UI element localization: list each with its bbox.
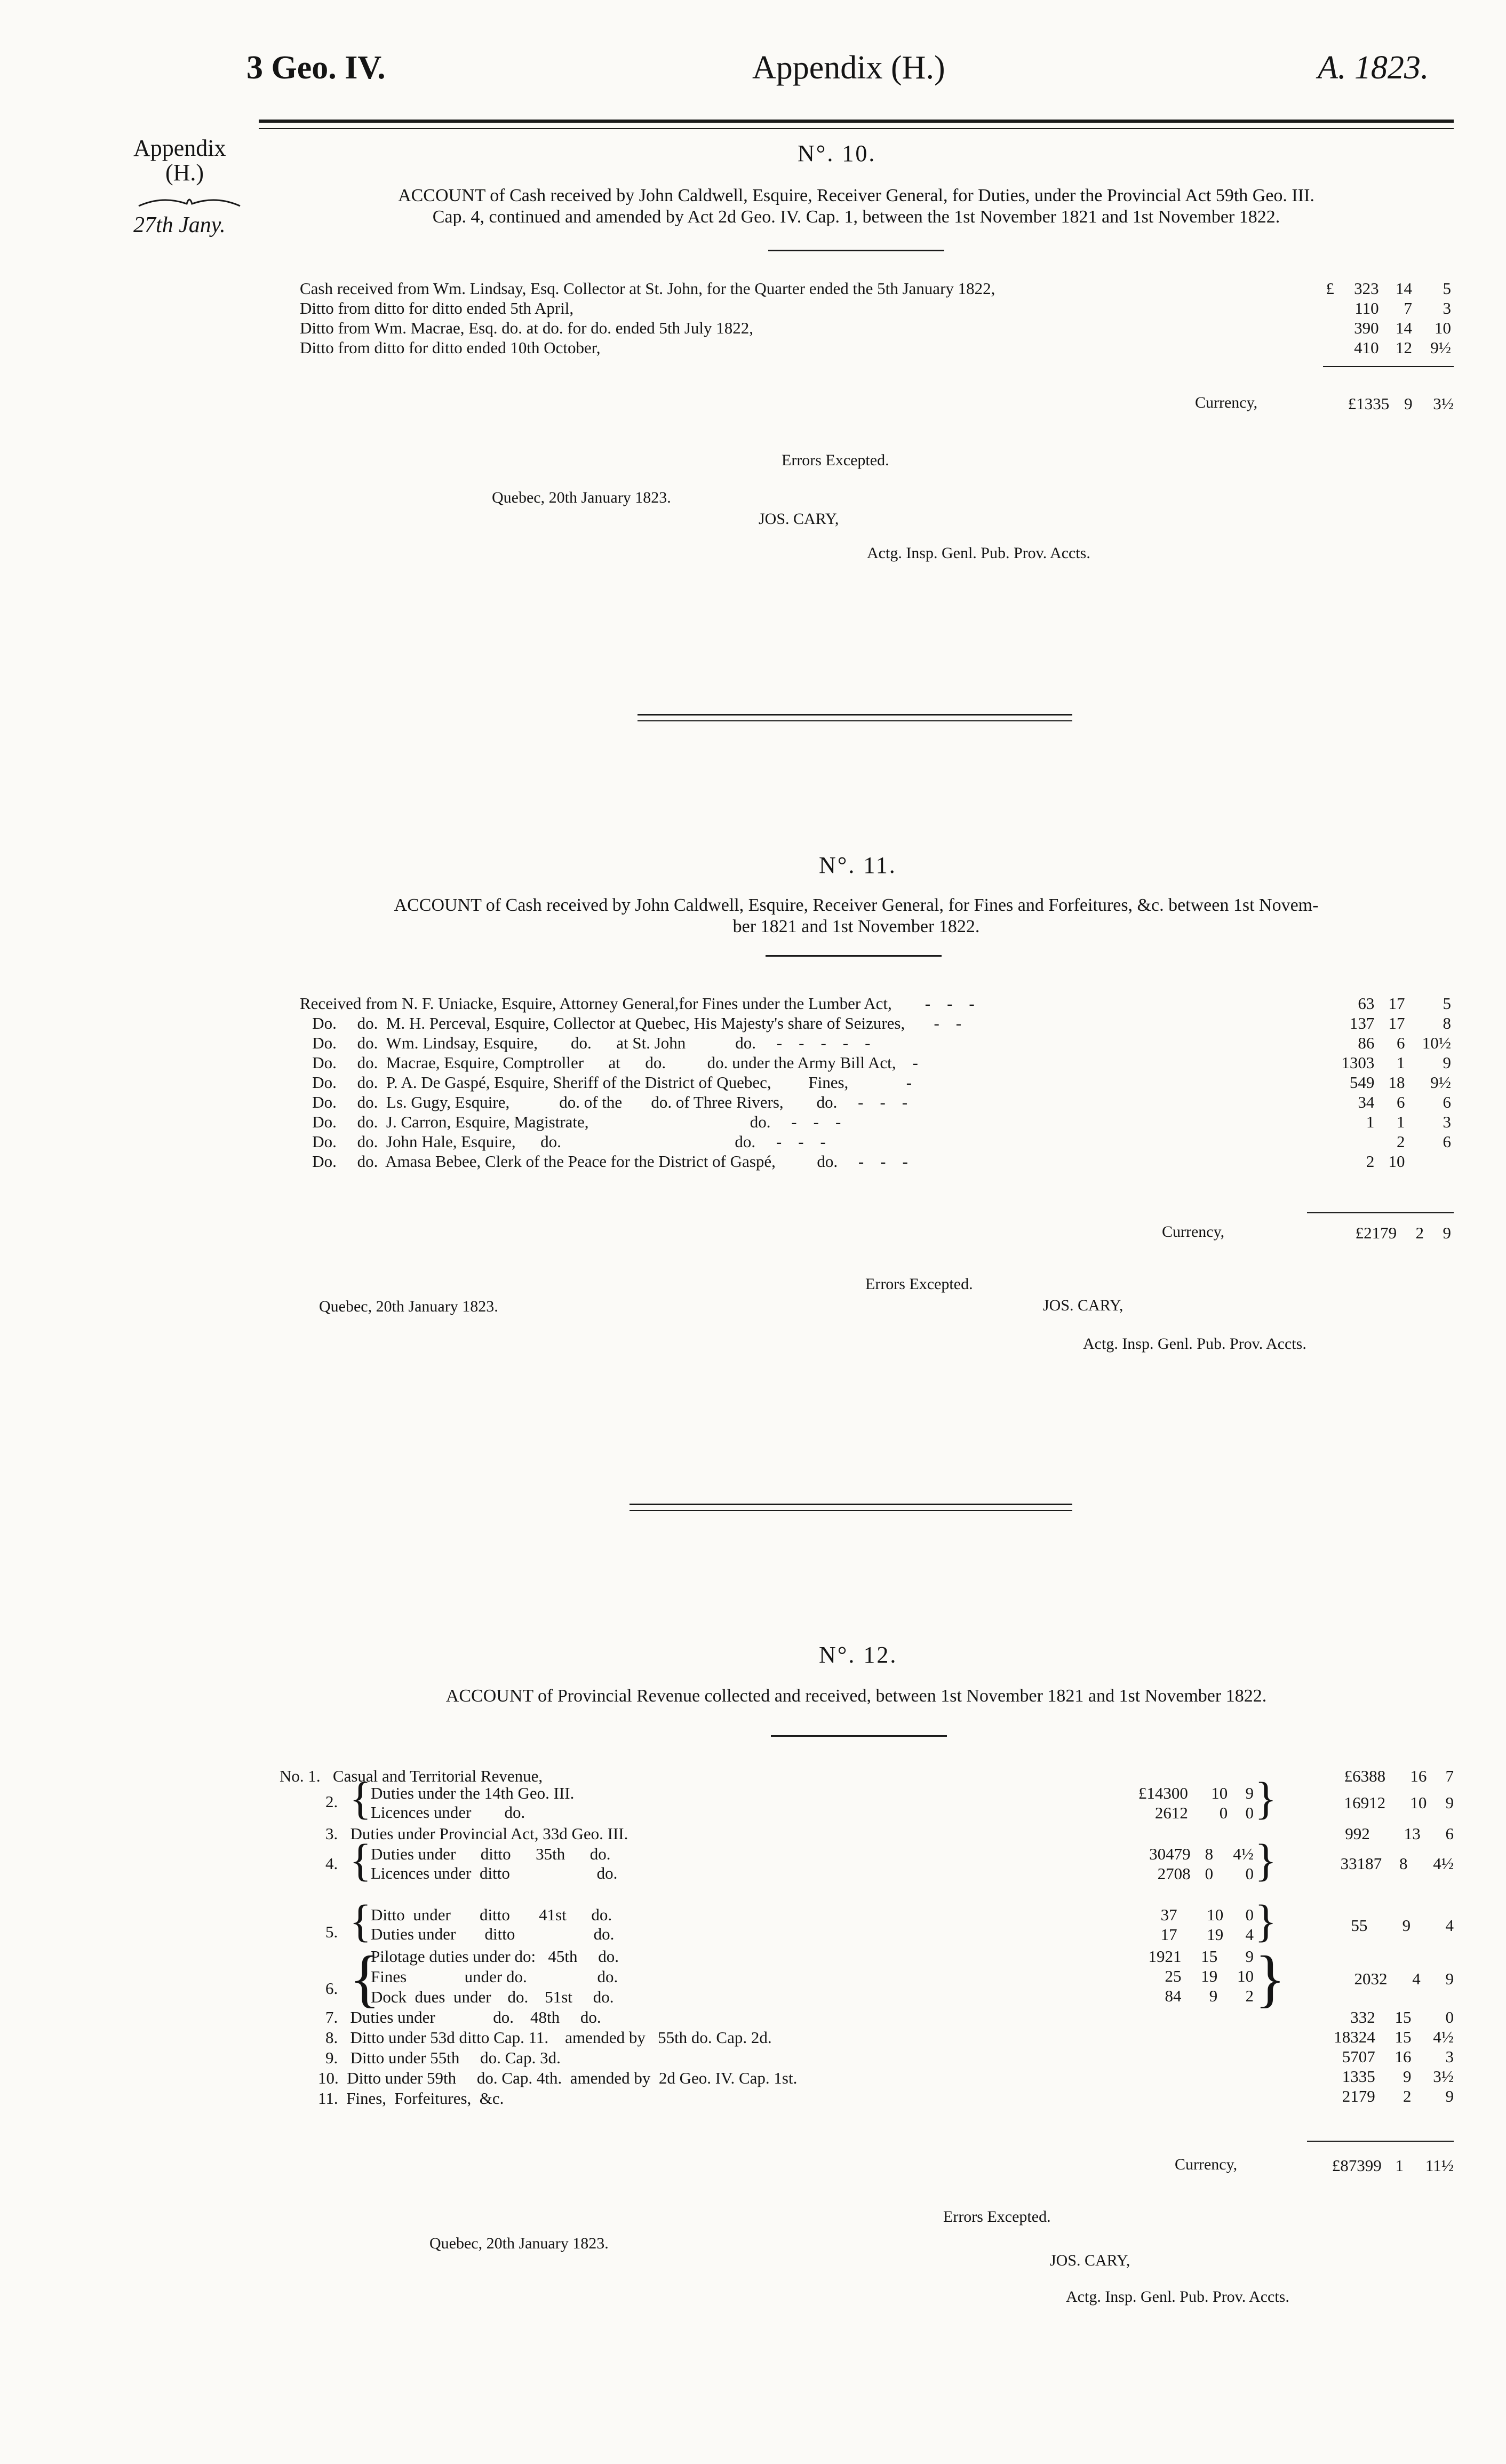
list-item: 8. Ditto under 53d ditto Cap. 11. amended by 55th do. Cap. 2d.: [325, 2028, 772, 2047]
table-row: [1323, 1013, 1451, 1033]
pounds: 25: [1165, 1967, 1182, 1985]
acct10-rows: [300, 279, 995, 357]
table-row: [1312, 338, 1451, 357]
table-row: [1312, 298, 1451, 318]
brace-icon: {: [349, 1895, 372, 1946]
acct12-signer: JOS. CARY,: [1050, 2252, 1130, 2269]
acct10-title-line2: Cap. 4, continued and amended by Act 2d Geo. IV. Cap. 1, between the 1st November 1821 and 1st November 1822.: [432, 207, 1280, 227]
shillings: 4: [1412, 1969, 1421, 1988]
acct12-amount-1: [1302, 1766, 1454, 1786]
acct10-total: [1318, 394, 1454, 414]
shillings: 16: [1410, 1767, 1427, 1785]
pence: 8: [1443, 1014, 1451, 1032]
brace-icon: {: [349, 1943, 380, 2014]
pence: 10½: [1422, 1034, 1451, 1052]
shillings: 0: [1219, 1803, 1228, 1822]
list-item: 9. Ditto under 55th do. Cap. 3d.: [325, 2048, 561, 2067]
acct10-signer-title: Actg. Insp. Genl. Pub. Prov. Accts.: [867, 544, 1090, 562]
table-row: [1120, 1986, 1254, 2006]
table-row: [1120, 1946, 1254, 1966]
list-item: 7. Duties under do. 48th do.: [325, 2008, 601, 2026]
pence: 0: [1245, 1864, 1254, 1883]
section-divider: [638, 714, 1072, 716]
pounds: [1323, 1132, 1374, 1151]
pounds: 323: [1354, 279, 1379, 298]
table-row: [1120, 1864, 1254, 1883]
acct12-sub-amounts-2: [1094, 1783, 1254, 1823]
acct12-errors: Errors Excepted.: [943, 2208, 1051, 2225]
pounds: 2: [1366, 1152, 1375, 1171]
acct10-place-date: Quebec, 20th January 1823.: [492, 489, 671, 506]
table-row: [1302, 1854, 1454, 1873]
shillings: 14: [1395, 279, 1412, 298]
pounds: 110: [1354, 299, 1379, 317]
list-item: Do. do. Wm. Lindsay, Esquire, do. at St. John do. - - - - -: [300, 1034, 871, 1052]
total-pence: 3½: [1433, 394, 1454, 413]
acct11-title-line1: ACCOUNT of Cash received by John Caldwell, Esquire, Receiver General, for Fines and Forfeitures, &c. between 1st Novem-: [394, 895, 1319, 915]
pence: 9: [1245, 1784, 1254, 1802]
list-item: 11. Fines, Forfeitures, &c.: [318, 2089, 504, 2108]
acct11-total-label: Currency,: [1162, 1223, 1225, 1241]
table-row: [1302, 1793, 1454, 1813]
shillings: 15: [1201, 1947, 1218, 1966]
list-item-number: 4.: [325, 1854, 338, 1873]
list-item: Licences under do.: [371, 1803, 525, 1822]
list-item: Pilotage duties under do: 45th do.: [371, 1947, 619, 1966]
acct10-sum-rule: [1323, 366, 1454, 367]
total-shillings: 2: [1415, 1223, 1424, 1242]
pounds: 2612: [1154, 1803, 1188, 1822]
acct12-signer-title: Actg. Insp. Genl. Pub. Prov. Accts.: [1066, 2288, 1289, 2306]
list-item: Do. do. Ls. Gugy, Esquire, do. of the do. of Three Rivers, do. - - -: [300, 1093, 908, 1111]
pounds: 2179: [1342, 2087, 1375, 2105]
table-row: [1302, 2156, 1454, 2175]
pounds: 2708: [1157, 1864, 1191, 1883]
shillings: 15: [1395, 2008, 1412, 2026]
pence: 0: [1245, 1905, 1254, 1924]
total-pounds: £87399: [1332, 2156, 1382, 2175]
list-item: Do. do. John Hale, Esquire, do. do. - - -: [300, 1132, 826, 1151]
list-item: Ditto from ditto for ditto ended 10th October,: [300, 338, 601, 357]
shillings: 9: [1209, 1986, 1218, 2005]
shillings: 19: [1207, 1925, 1224, 1944]
pence: 2: [1245, 1986, 1254, 2005]
table-row: [1302, 2027, 1454, 2047]
table-row: [1323, 1072, 1451, 1092]
acct11-rows: [300, 993, 975, 1171]
pence: [1405, 1151, 1451, 1171]
pence: 9: [1445, 2087, 1454, 2105]
pounds: 37: [1160, 1905, 1177, 1924]
acct11-amounts: [1323, 993, 1451, 1171]
header-rule-thin: [259, 128, 1454, 129]
acct12-place-date: Quebec, 20th January 1823.: [429, 2235, 609, 2252]
table-row: [1302, 2086, 1454, 2106]
acct12-sum-rule: [1307, 2141, 1454, 2142]
list-item-number: 2.: [325, 1792, 338, 1811]
shillings: 13: [1404, 1824, 1421, 1843]
pence: 0: [1245, 1803, 1254, 1822]
shillings: 2: [1403, 2087, 1412, 2105]
pence: 4: [1445, 1916, 1454, 1935]
table-row: [1094, 1803, 1254, 1823]
acct12-amounts-7-11: [1302, 2007, 1454, 2106]
pounds: 1921: [1148, 1947, 1182, 1966]
table-row: [1323, 1132, 1451, 1151]
acct12-amount-5: [1302, 1915, 1454, 1935]
shillings: 16: [1395, 2047, 1412, 2066]
pounds: £6388: [1344, 1767, 1386, 1785]
acct11-signer: JOS. CARY,: [1043, 1297, 1123, 1314]
table-row: [1120, 1966, 1254, 1986]
pounds: £14300: [1138, 1784, 1188, 1802]
pounds: 55: [1351, 1916, 1368, 1935]
table-row: [1094, 1783, 1254, 1803]
acct11-title-line2: ber 1821 and 1st November 1822.: [732, 917, 980, 936]
header-rule-thick: [259, 120, 1454, 123]
pounds: 18324: [1334, 2028, 1375, 2046]
table-row: [1302, 1915, 1454, 1935]
list-item: Cash received from Wm. Lindsay, Esq. Collector at St. John, for the Quarter ended the 5th January 1822,: [300, 279, 995, 298]
pence: 7: [1445, 1767, 1454, 1785]
acct12-title-rule: [771, 1735, 947, 1737]
pounds: 1: [1366, 1112, 1375, 1131]
shillings: 9: [1402, 1916, 1411, 1935]
shillings: 7: [1404, 299, 1412, 317]
table-row: [1312, 1223, 1451, 1243]
acct12-total: [1302, 2156, 1454, 2175]
list-item: No. 1. Casual and Territorial Revenue,: [280, 1767, 543, 1785]
pounds: 34: [1358, 1093, 1375, 1111]
shillings: 12: [1395, 338, 1412, 357]
table-row: [1323, 1033, 1451, 1053]
pence: 4½: [1433, 1854, 1454, 1873]
section-divider: [630, 1510, 1072, 1511]
pounds: 410: [1354, 338, 1379, 357]
table-row: [1312, 318, 1451, 338]
pence: 10: [1237, 1967, 1254, 1985]
pence: 9½: [1430, 1073, 1451, 1092]
pounds: 30479: [1149, 1845, 1191, 1863]
total-shillings: 1: [1395, 2156, 1404, 2175]
acct10-signer: JOS. CARY,: [759, 510, 839, 528]
acct11-place-date: Quebec, 20th January 1823.: [319, 1298, 498, 1315]
total-pence: 9: [1443, 1223, 1451, 1242]
pence: 0: [1445, 2008, 1454, 2026]
table-row: [1323, 1151, 1451, 1171]
pounds: 84: [1165, 1986, 1182, 2005]
brace-icon: }: [1255, 1895, 1277, 1946]
acct11-signer-title: Actg. Insp. Genl. Pub. Prov. Accts.: [1083, 1335, 1306, 1353]
acct10-amounts: [1312, 279, 1451, 357]
acct12-sub-amounts-4: [1120, 1844, 1254, 1883]
header-left: 3 Geo. IV.: [246, 50, 386, 86]
shillings: 9: [1403, 2067, 1412, 2086]
list-item: Do. do. P. A. De Gaspé, Esquire, Sheriff of the District of Quebec, Fines, -: [300, 1073, 912, 1092]
list-item: Duties under ditto do.: [371, 1925, 615, 1943]
acct11-total: [1312, 1223, 1451, 1243]
table-row: [1302, 2007, 1454, 2027]
pence: 9½: [1430, 338, 1451, 357]
list-item: Do. do. Amasa Bebee, Clerk of the Peace for the District of Gaspé, do. - - -: [300, 1152, 908, 1171]
acct11-errors: Errors Excepted.: [865, 1275, 973, 1293]
shillings: 15: [1395, 2028, 1412, 2046]
pence: 3½: [1433, 2067, 1454, 2086]
table-row: [1120, 1844, 1254, 1864]
table-row: [1318, 394, 1454, 414]
list-item: Ditto from Wm. Macrae, Esq. do. at do. for do. ended 5th July 1822,: [300, 319, 754, 337]
list-item-number: 5.: [325, 1922, 338, 1941]
margin-brace-icon: [136, 193, 243, 209]
pence: 4: [1245, 1925, 1254, 1944]
acct12-sub-amounts-6: [1120, 1946, 1254, 2006]
total-pounds: £2179: [1355, 1223, 1397, 1242]
table-row: [1323, 1053, 1451, 1072]
shillings: 18: [1388, 1073, 1405, 1092]
table-row: [1302, 2047, 1454, 2066]
pence: 6: [1443, 1132, 1451, 1151]
pounds: 63: [1358, 994, 1375, 1013]
table-row: [1131, 1905, 1254, 1925]
margin-appendix: Appendix: [133, 135, 226, 161]
table-row: [1302, 1824, 1454, 1843]
table-row: [1131, 1925, 1254, 1944]
shillings: 17: [1388, 1014, 1405, 1032]
shillings: 0: [1205, 1864, 1214, 1883]
brace-icon: }: [1255, 1943, 1286, 2014]
acct11-sum-rule: [1307, 1212, 1454, 1213]
pounds: 332: [1350, 2008, 1375, 2026]
margin-date: 27th Jany.: [133, 213, 226, 237]
header-center: Appendix (H.): [752, 50, 945, 86]
list-item: Received from N. F. Uniacke, Esquire, Attorney General,for Fines under the Lumber Act, - - -: [300, 994, 975, 1013]
pence: 9: [1245, 1947, 1254, 1966]
pounds: 992: [1345, 1824, 1370, 1843]
pence: 3: [1443, 299, 1451, 317]
shillings: 2: [1396, 1132, 1405, 1151]
pounds: 86: [1358, 1034, 1375, 1052]
acct10-total-label: Currency,: [1195, 394, 1258, 411]
pence: 4½: [1233, 1845, 1254, 1863]
list-item: Licences under ditto do.: [371, 1864, 618, 1882]
list-item: Dock dues under do. 51st do.: [371, 1988, 614, 2006]
acct12-amount-2: [1302, 1793, 1454, 1813]
acct10-errors: Errors Excepted.: [782, 451, 889, 469]
margin-h: (H.): [165, 160, 204, 186]
acct12-total-label: Currency,: [1175, 2156, 1238, 2173]
section-divider: [630, 1504, 1072, 1505]
pounds: 390: [1354, 319, 1379, 337]
total-pounds: £1335: [1348, 394, 1390, 413]
currency-sign: [1312, 298, 1334, 318]
list-item: Do. do. J. Carron, Esquire, Magistrate, do. - - -: [300, 1112, 841, 1131]
pence: 10: [1435, 319, 1451, 337]
shillings: 14: [1395, 319, 1412, 337]
list-item: Do. do. M. H. Perceval, Esquire, Collector at Quebec, His Majesty's share of Seizures, - -: [300, 1014, 962, 1032]
list-item: Ditto under ditto 41st do.: [371, 1905, 612, 1924]
list-item: Do. do. Macrae, Esquire, Comptroller at do. do. under the Army Bill Act, -: [300, 1053, 918, 1072]
pounds: 1335: [1342, 2067, 1375, 2086]
total-shillings: 9: [1404, 394, 1413, 413]
shillings: 1: [1396, 1112, 1405, 1131]
pence: 4½: [1433, 2028, 1454, 2046]
list-item-number: 6.: [325, 1979, 338, 1998]
shillings: 17: [1388, 994, 1405, 1013]
pence: 3: [1445, 2047, 1454, 2066]
currency-sign: £: [1326, 279, 1334, 298]
total-pence: 11½: [1425, 2156, 1454, 2175]
pounds: 33187: [1340, 1854, 1382, 1873]
acct10-title-line1: ACCOUNT of Cash received by John Caldwell, Esquire, Receiver General, for Duties, under the Provincial Act 59th Geo. III.: [398, 186, 1314, 205]
acct12-amount-3: [1302, 1824, 1454, 1843]
pence: 6: [1443, 1093, 1451, 1111]
header-right: A. 1823.: [1318, 50, 1429, 86]
pounds: 137: [1349, 1014, 1375, 1032]
pounds: 16912: [1344, 1793, 1386, 1812]
acct10-number: N°. 10.: [798, 140, 876, 166]
pounds: 17: [1160, 1925, 1177, 1944]
shillings: 10: [1207, 1905, 1224, 1924]
shillings: 10: [1388, 1152, 1405, 1171]
acct11-number: N°. 11.: [819, 852, 897, 878]
list-item: Fines under do. do.: [371, 1967, 618, 1986]
acct12-sub-amounts-5: [1131, 1905, 1254, 1944]
acct12-number: N°. 12.: [819, 1642, 898, 1668]
section-divider: [638, 720, 1072, 721]
pounds: 2032: [1354, 1969, 1388, 1988]
shillings: 6: [1396, 1093, 1405, 1111]
brace-icon: }: [1255, 1834, 1277, 1886]
pence: 9: [1445, 1969, 1454, 1988]
list-item: Ditto from ditto for ditto ended 5th April,: [300, 299, 574, 317]
list-item: 3. Duties under Provincial Act, 33d Geo. III.: [325, 1824, 628, 1843]
table-row: [1323, 1112, 1451, 1132]
shillings: 8: [1205, 1845, 1214, 1863]
table-row: [1323, 1092, 1451, 1112]
list-item: Duties under the 14th Geo. III.: [371, 1784, 575, 1802]
table-row: [1312, 279, 1451, 298]
shillings: 1: [1396, 1053, 1405, 1072]
shillings: 10: [1410, 1793, 1427, 1812]
pence: 3: [1443, 1112, 1451, 1131]
shillings: 19: [1201, 1967, 1218, 1985]
table-row: [1302, 1969, 1454, 1989]
table-row: [1302, 2066, 1454, 2086]
brace-icon: {: [349, 1773, 372, 1824]
brace-icon: {: [349, 1834, 372, 1886]
acct12-title: ACCOUNT of Provincial Revenue collected and received, between 1st November 1821 and 1st November 1822.: [445, 1686, 1267, 1706]
acct10-title-rule: [768, 250, 944, 251]
pence: 9: [1445, 1793, 1454, 1812]
acct12-amount-4: [1302, 1854, 1454, 1873]
pence: 5: [1443, 279, 1451, 298]
acct12-amount-6: [1302, 1969, 1454, 1989]
pounds: 1303: [1341, 1053, 1375, 1072]
acct11-title-rule: [766, 955, 942, 957]
pounds: 5707: [1342, 2047, 1375, 2066]
pence: 6: [1445, 1824, 1454, 1843]
pence: 5: [1443, 994, 1451, 1013]
shillings: 6: [1396, 1034, 1405, 1052]
pence: 9: [1443, 1053, 1451, 1072]
table-row: [1323, 993, 1451, 1013]
brace-icon: }: [1255, 1773, 1277, 1824]
list-item: 10. Ditto under 59th do. Cap. 4th. amended by 2d Geo. IV. Cap. 1st.: [318, 2069, 798, 2087]
shillings: 8: [1399, 1854, 1408, 1873]
shillings: 10: [1211, 1784, 1228, 1802]
pounds: 549: [1349, 1073, 1375, 1092]
table-row: [1302, 1766, 1454, 1786]
list-item: Duties under ditto 35th do.: [371, 1845, 611, 1863]
